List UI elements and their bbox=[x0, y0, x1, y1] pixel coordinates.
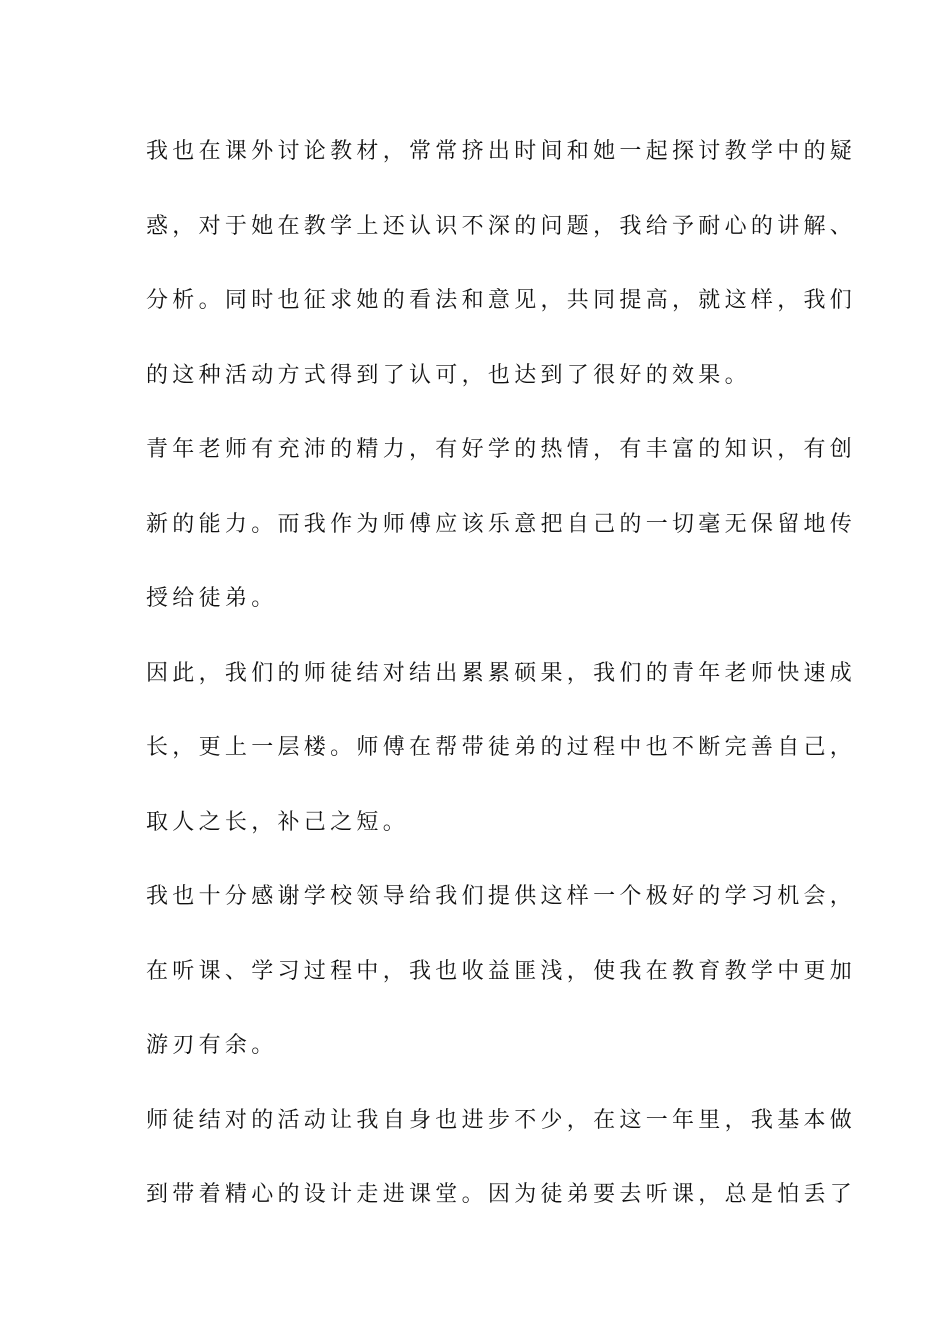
text-line: 我也十分感谢学校领导给我们提供这样一个极好的学习机会， bbox=[146, 884, 857, 909]
text-line: 惑，对于她在教学上还认识不深的问题，我给予耐心的讲解、 bbox=[146, 214, 857, 239]
text-line: 游刃有余。 bbox=[146, 1033, 278, 1058]
text-line: 到带着精心的设计走进课堂。因为徒弟要去听课，总是怕丢了 bbox=[146, 1182, 857, 1207]
text-line: 因此，我们的师徒结对结出累累硕果，我们的青年老师快速成 bbox=[146, 661, 857, 686]
text-line: 师徒结对的活动让我自身也进步不少，在这一年里，我基本做 bbox=[146, 1108, 857, 1133]
text-line: 的这种活动方式得到了认可，也达到了很好的效果。 bbox=[146, 363, 751, 388]
text-line: 我也在课外讨论教材，常常挤出时间和她一起探讨教学中的疑 bbox=[146, 139, 857, 164]
text-line: 分析。同时也征求她的看法和意见，共同提高，就这样，我们 bbox=[146, 288, 857, 313]
text-line: 青年老师有充沛的精力，有好学的热情，有丰富的知识，有创 bbox=[146, 437, 857, 462]
text-line: 新的能力。而我作为师傅应该乐意把自己的一切毫无保留地传 bbox=[146, 512, 857, 537]
text-line: 取人之长，补己之短。 bbox=[146, 810, 410, 835]
text-line: 授给徒弟。 bbox=[146, 586, 278, 611]
text-line: 长，更上一层楼。师傅在帮带徒弟的过程中也不断完善自己， bbox=[146, 735, 857, 760]
text-line: 在听课、学习过程中，我也收益匪浅，使我在教育教学中更加 bbox=[146, 959, 857, 984]
